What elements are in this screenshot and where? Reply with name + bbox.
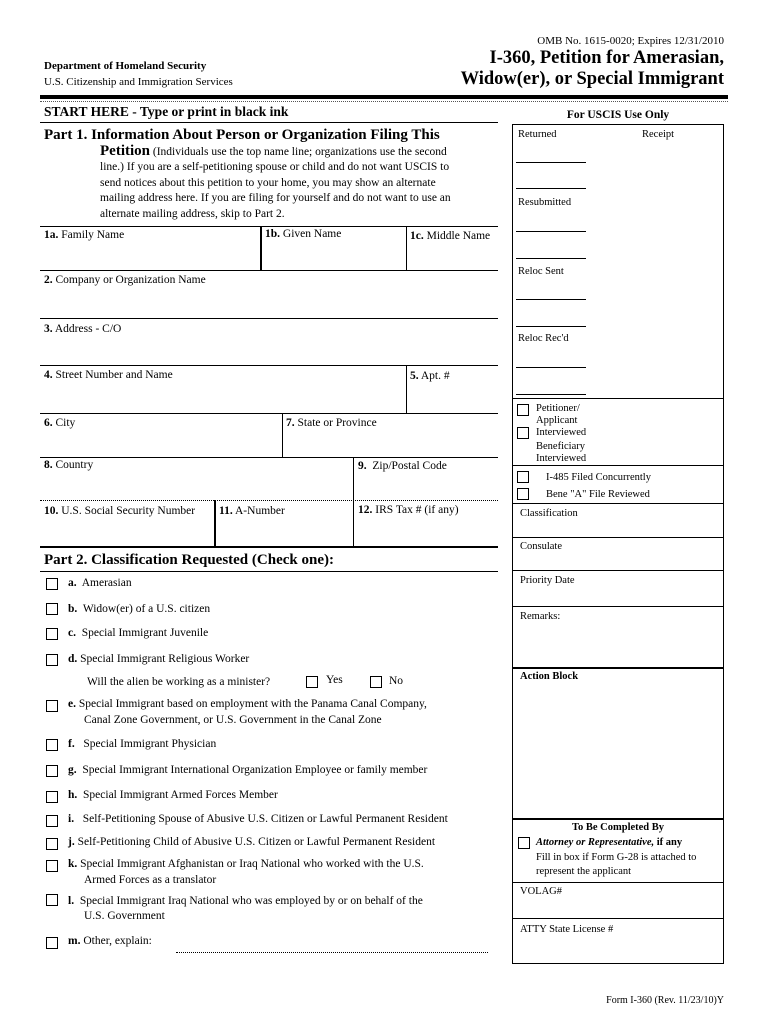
minister-no-label: No (389, 675, 404, 687)
minister-question: Will the alien be working as a minister? (87, 676, 271, 688)
checkbox-c[interactable] (46, 628, 58, 640)
panel-sep-7 (512, 667, 724, 669)
option-e-label: e. Special Immigrant based on employment with the Panama Canal Company, (68, 698, 427, 710)
option-l-cont: U.S. Government (84, 910, 165, 922)
option-b-label: b. Widow(er) of a U.S. citizen (68, 603, 211, 615)
header-dashed-rule (40, 101, 728, 102)
checkbox-k[interactable] (46, 860, 58, 872)
panel-sep-4 (512, 537, 724, 538)
reloc-recd-line-1[interactable] (516, 367, 586, 368)
option-k-label: k. Special Immigrant Afghanistan or Iraq National who worked with the U.S. (68, 858, 424, 870)
start-rule (40, 122, 498, 123)
form-title-line1: I-360, Petition for Amerasian, (489, 48, 724, 68)
tbc-title: To Be Completed By (571, 822, 665, 833)
a-number-field[interactable]: 11. A-Number (219, 505, 285, 517)
apt-field[interactable]: 5. Apt. # (410, 370, 450, 382)
minister-no-checkbox[interactable] (370, 676, 382, 688)
beneficiary-interviewed-checkbox[interactable] (517, 427, 529, 439)
receipt-label: Receipt (642, 129, 675, 140)
checkbox-e[interactable] (46, 700, 58, 712)
option-m-label: m. Other, explain: (68, 935, 152, 947)
country-field[interactable]: 8. Country (44, 459, 94, 471)
middle-name-field[interactable]: 1c. Middle Name (410, 230, 491, 242)
checkbox-b[interactable] (46, 603, 58, 615)
option-a-label: a. Amerasian (68, 577, 132, 589)
g28-attached-checkbox[interactable] (518, 837, 530, 849)
row-rule-5 (40, 413, 498, 414)
part1-instructions-c: send notices about this petition to your home, you may show an alternate (100, 176, 436, 189)
checkbox-m[interactable] (46, 937, 58, 949)
row-rule-3 (40, 318, 498, 319)
option-l-label: l. Special Immigrant Iraq National who was employed by or on behalf of the (68, 895, 423, 907)
family-name-field[interactable]: 1a. Family Name (44, 229, 125, 241)
tbc-attorney-line: Attorney or Representative, if any (536, 837, 683, 848)
part1-heading-cont: Petition (100, 142, 150, 159)
state-field[interactable]: 7. State or Province (286, 417, 377, 429)
i485-checkbox[interactable] (517, 471, 529, 483)
city-field[interactable]: 6. City (44, 417, 76, 429)
checkbox-g[interactable] (46, 765, 58, 777)
company-name-field[interactable]: 2. Company or Organization Name (44, 274, 206, 286)
returned-line-1[interactable] (516, 162, 586, 163)
bene-a-file-label: Bene "A" File Reviewed (546, 489, 650, 500)
returned-line-2[interactable] (516, 188, 586, 189)
row-rule-1 (40, 226, 498, 227)
panel-sep-1 (512, 398, 724, 399)
row-rule-4 (40, 365, 498, 366)
street-field[interactable]: 4. Street Number and Name (44, 369, 173, 381)
option-i-label: i. Self-Petitioning Spouse of Abusive U.S. Citizen or Lawful Permanent Resident (68, 813, 448, 825)
action-block-label: Action Block (520, 671, 579, 682)
bene-a-file-checkbox[interactable] (517, 488, 529, 500)
row-rule-2 (40, 270, 498, 271)
panel-sep-9 (512, 882, 724, 883)
option-c-label: c. Special Immigrant Juvenile (68, 627, 209, 639)
reloc-recd-line-2[interactable] (516, 394, 586, 395)
panel-sep-6 (512, 606, 724, 607)
classification-label: Classification (520, 508, 578, 519)
option-g-label: g. Special Immigrant International Organization Employee or family member (68, 764, 428, 776)
part1-instructions-a: (Individuals use the top name line; organizations use the second (152, 145, 447, 158)
reloc-sent-line-1[interactable] (516, 299, 586, 300)
form-title (461, 48, 724, 90)
minister-yes-checkbox[interactable] (306, 676, 318, 688)
option-k-cont: Armed Forces as a translator (84, 874, 217, 886)
option-e-cont: Canal Zone Government, or U.S. Government in the Canal Zone (84, 714, 382, 726)
col-rule-7 (353, 500, 354, 547)
consulate-label: Consulate (520, 541, 562, 552)
row-rule-7 (40, 500, 498, 501)
col-rule-2 (406, 226, 407, 270)
atty-license-field[interactable]: ATTY State License # (520, 924, 614, 935)
header-rule (40, 95, 728, 99)
col-rule-4 (282, 413, 283, 457)
checkbox-l[interactable] (46, 894, 58, 906)
volag-field[interactable]: VOLAG# (520, 886, 562, 897)
reloc-sent-line-2[interactable] (516, 326, 586, 327)
resubmitted-line-2[interactable] (516, 258, 586, 259)
petitioner-interviewed-checkbox[interactable] (517, 404, 529, 416)
returned-label: Returned (518, 129, 557, 140)
ssn-field[interactable]: 10. U.S. Social Security Number (44, 505, 196, 517)
part1-instructions-b: line.) If you are a self-petitioning spouse or child and do not want USCIS to (100, 161, 450, 173)
part1-heading: Part 1. Information About Person or Organization Filing This (44, 127, 440, 143)
col-rule-1 (260, 226, 262, 270)
part1-instructions-d: mailing address here. If you are filing for yourself and do not want to use an (100, 192, 451, 204)
checkbox-i[interactable] (46, 815, 58, 827)
panel-sep-10 (512, 918, 724, 919)
part2-rule (40, 571, 498, 572)
other-explain-input[interactable] (176, 952, 488, 953)
i485-label: I-485 Filed Concurrently (546, 472, 651, 483)
checkbox-d[interactable] (46, 654, 58, 666)
col-rule-3 (406, 365, 407, 413)
checkbox-h[interactable] (46, 791, 58, 803)
col-rule-5 (353, 457, 354, 501)
reloc-sent-label: Reloc Sent (518, 266, 564, 277)
panel-sep-5 (512, 570, 724, 571)
option-f-label: f. Special Immigrant Physician (68, 738, 217, 750)
form-title-line2: Widow(er), or Special Immigrant (460, 69, 724, 89)
resubmitted-line-1[interactable] (516, 231, 586, 232)
option-j-label: j. Self-Petitioning Child of Abusive U.S. Citizen or Lawful Permanent Resident (68, 836, 436, 848)
panel-sep-3 (512, 503, 724, 504)
address-co-field[interactable]: 3. Address - C/O (44, 323, 122, 335)
zip-field[interactable]: 9. Zip/Postal Code (358, 460, 447, 472)
part1-instructions-e: alternate mailing address, skip to Part 2. (100, 207, 285, 220)
remarks-label: Remarks: (520, 611, 561, 622)
checkbox-f[interactable] (46, 739, 58, 751)
interview-labels: Petitioner/ Applicant Interviewed Beneficiary Interviewed (536, 403, 587, 464)
col-rule-6 (214, 500, 216, 547)
row-rule-8 (40, 546, 498, 548)
row-rule-6 (40, 457, 498, 458)
given-name-field[interactable]: 1b. Given Name (265, 228, 342, 240)
tbc-fill-line2: represent the applicant (536, 866, 632, 877)
omb-number: OMB No. 1615-0020; Expires 12/31/2010 (537, 35, 724, 47)
panel-sep-2 (512, 465, 724, 466)
checkbox-j[interactable] (46, 838, 58, 850)
form-revision-footer: Form I-360 (Rev. 11/23/10)Y (606, 995, 724, 1006)
start-here-instruction: START HERE - Type or print in black ink (44, 104, 289, 119)
panel-sep-8 (512, 818, 724, 820)
irs-tax-field[interactable]: 12. IRS Tax # (if any) (358, 504, 459, 516)
option-d-label: d. Special Immigrant Religious Worker (68, 653, 250, 665)
minister-yes-label: Yes (326, 674, 343, 686)
reloc-recd-label: Reloc Rec'd (518, 333, 569, 344)
department-name: Department of Homeland Security (44, 60, 207, 72)
part1-section (44, 128, 494, 222)
priority-date-label: Priority Date (520, 575, 575, 586)
checkbox-a[interactable] (46, 578, 58, 590)
uscis-panel-title: For USCIS Use Only (566, 109, 670, 121)
tbc-fill-line: Fill in box if Form G-28 is attached to (536, 852, 697, 863)
resubmitted-label: Resubmitted (518, 197, 572, 208)
agency-name: U.S. Citizenship and Immigration Services (44, 76, 233, 88)
part2-heading: Part 2. Classification Requested (Check one): (44, 552, 334, 568)
option-h-label: h. Special Immigrant Armed Forces Member (68, 789, 278, 801)
